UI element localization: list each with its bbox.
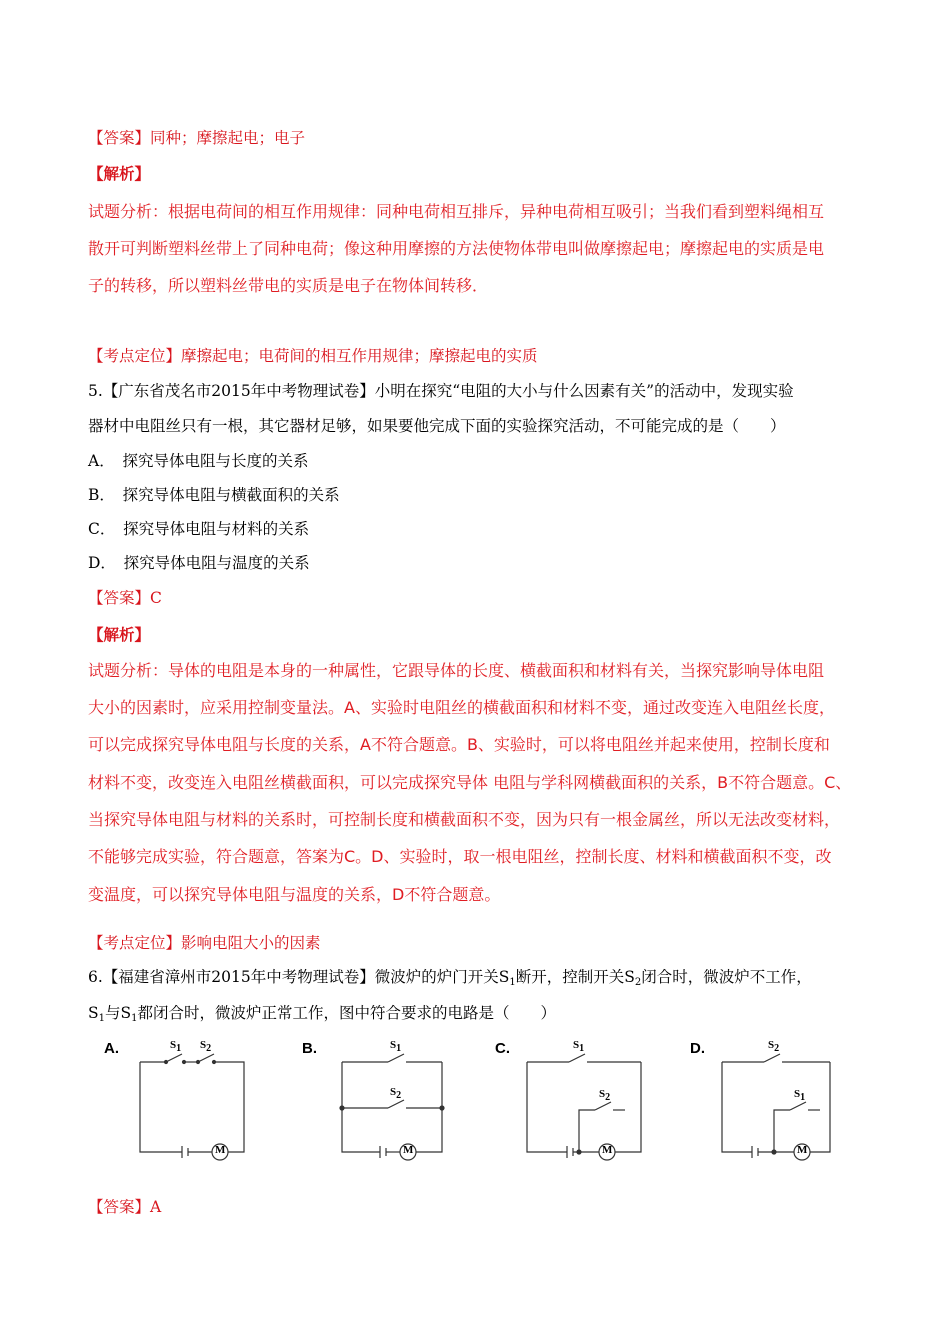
q5-analysis-line-4: 材料不变，改变连入电阻丝横截面积，可以完成探究导体 电阻与学科网横截面积的关系，B不符合题意。C、 [88, 773, 852, 792]
circuit-c-diagram [495, 1040, 655, 1170]
q6-stem-line-2: $S_1$与$S_1$都闭合时，微波炉正常工作，图中符合要求的电路是（ ） [88, 1004, 557, 1024]
q4-knowledge: 【考点定位】摩擦起电；电荷间的相互作用规律；摩擦起电的实质 [88, 347, 538, 365]
circuit-d-s1: $S_1$ [794, 1088, 806, 1103]
circuit-b-motor: M [403, 1144, 414, 1156]
circuit-c-s1: $S_1$ [573, 1039, 585, 1054]
q5-option-a: A． 探究导体电阻与长度的关系 [88, 452, 309, 470]
circuit-c-s2: $S_2$ [599, 1088, 611, 1103]
q4-analysis-heading: 【解析】 [88, 164, 151, 183]
q5-analysis-line-2: 大小的因素时，应采用控制变量法。A、实验时电阻丝的横截面积和材料不变，通过改变连入电阻丝长度， [88, 698, 835, 717]
q5-option-b: B． 探究导体电阻与横截面积的关系 [88, 486, 340, 504]
q4-answer: 【答案】同种；摩擦起电；电子 [88, 129, 306, 147]
circuit-b-label: B. [302, 1040, 317, 1057]
q6-answer: 【答案】A [88, 1198, 162, 1216]
circuit-b-s2: $S_2$ [390, 1086, 402, 1101]
q5-stem-line-1: 5.【广东省茂名市2015年中考物理试卷】小明在探究“电阻的大小与什么因素有关”的活动中，发现实验 [88, 382, 794, 400]
circuit-b-s1: $S_1$ [390, 1039, 402, 1054]
q4-analysis-line-2: 散开可判断塑料丝带上了同种电荷；像这种用摩擦的方法使物体带电叫做摩擦起电；摩擦起电的实质是电 [88, 239, 825, 258]
q5-stem-line-2: 器材中电阻丝只有一根，其它器材足够，如果要他完成下面的实验探究活动，不可能完成的是（ ） [88, 417, 786, 435]
circuit-d-label: D. [690, 1040, 705, 1057]
circuit-d-motor: M [797, 1144, 808, 1156]
q6-stem-line-1: 6.【福建省漳州市2015年中考物理试卷】微波炉的炉门开关$S_1$断开，控制开关$S_2$闭合时，微波炉不工作， [88, 968, 812, 988]
q5-analysis-heading: 【解析】 [88, 625, 151, 644]
q5-option-c: C． 探究导体电阻与材料的关系 [88, 520, 310, 538]
q5-analysis-line-6: 不能够完成实验，符合题意，答案为C。D、实验时，取一根电阻丝，控制长度、材料和横截面积不变，改 [88, 847, 832, 866]
circuit-a-label: A. [104, 1040, 119, 1057]
q5-option-d: D． 探究导体电阻与温度的关系 [88, 554, 310, 572]
q5-analysis-line-5: 当探究导体电阻与材料的关系时，可控制长度和横截面积不变，因为只有一根金属丝，所以无法改变材料， [88, 810, 841, 829]
circuit-a-s2: $S_2$ [200, 1039, 212, 1054]
circuit-d-s2: $S_2$ [768, 1039, 780, 1054]
q5-analysis-line-1: 试题分析：导体的电阻是本身的一种属性，它跟导体的长度、横截面积和材料有关，当探究影响导体电阻 [88, 661, 825, 680]
circuit-c-motor: M [602, 1144, 613, 1156]
q5-answer: 【答案】C [88, 589, 162, 607]
circuit-a-motor: M [215, 1144, 226, 1156]
q4-analysis-line-1: 试题分析：根据电荷间的相互作用规律：同种电荷相互排斥，异种电荷相互吸引；当我们看到塑料绳相互 [88, 202, 825, 221]
q5-knowledge: 【考点定位】影响电阻大小的因素 [88, 934, 321, 952]
q4-analysis-line-3: 子的转移，所以塑料丝带电的实质是电子在物体间转移． [88, 276, 489, 295]
circuit-c-label: C. [495, 1040, 510, 1057]
circuit-d-diagram [690, 1040, 850, 1170]
q5-analysis-line-3: 可以完成探究导体电阻与长度的关系，A不符合题意。B、实验时，可以将电阻丝并起来使用，控制长度和 [88, 735, 830, 754]
q5-analysis-line-7: 变温度，可以探究导体电阻与温度的关系，D不符合题意。 [88, 885, 501, 904]
circuit-a-s1: $S_1$ [170, 1039, 182, 1054]
circuit-a-diagram [104, 1040, 254, 1170]
circuit-b-diagram [302, 1040, 452, 1170]
